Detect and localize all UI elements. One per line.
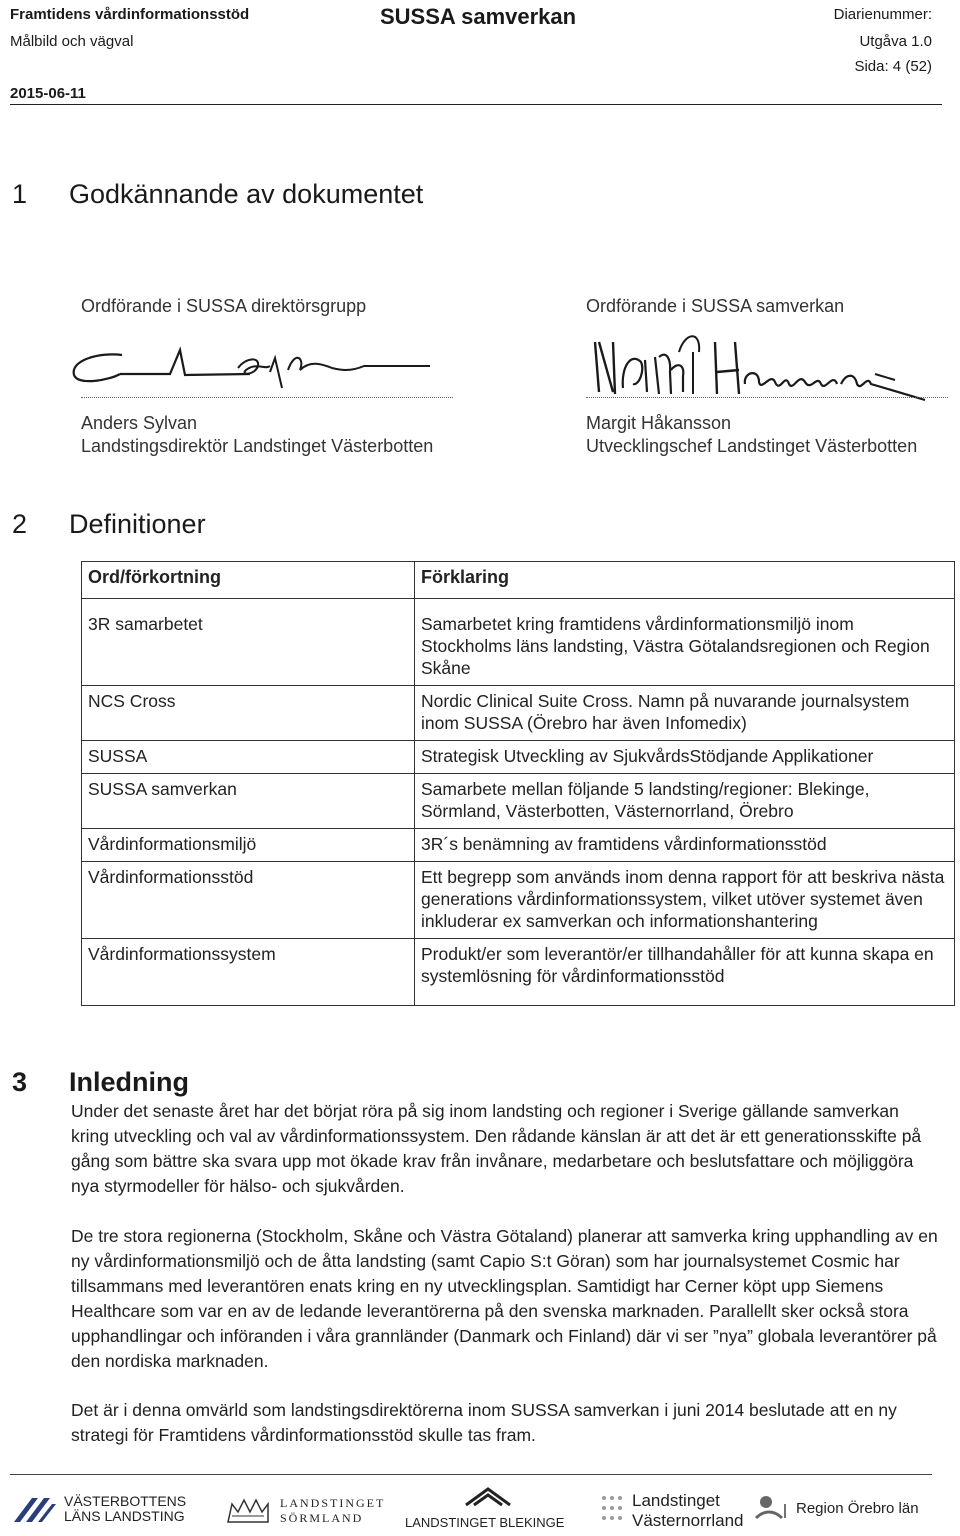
- vasterbotten-line2: LÄNS LANDSTING: [64, 1508, 185, 1524]
- vasternorrland-line1: Landstinget: [632, 1491, 720, 1510]
- header-title: SUSSA samverkan: [380, 4, 577, 29]
- header-subtitle: Målbild och vägval: [10, 33, 134, 50]
- table-row: [82, 862, 955, 939]
- right-signer-role: Ordförande i SUSSA samverkan: [586, 296, 845, 316]
- column-header-explanation: Förklaring: [415, 562, 955, 599]
- term-cell: Vårdinformationsstöd: [82, 862, 415, 939]
- orebro-logo-icon: [752, 1492, 788, 1526]
- right-signer-name: Margit Håkansson: [586, 413, 732, 433]
- vasternorrland-line2: Västernorrland: [632, 1511, 744, 1530]
- left-signer-role: Ordförande i SUSSA direktörsgrupp: [81, 296, 367, 316]
- section1-number: 1: [12, 179, 28, 209]
- orebro-label: Region Örebro län: [796, 1500, 919, 1517]
- table-row: [82, 829, 955, 862]
- table-row: [82, 741, 955, 774]
- footer-rule: [10, 1474, 932, 1475]
- definition-cell: Samarbete mellan följande 5 landsting/regioner: Blekinge, Sörmland, Västerbotten, Västernorrland, Örebro: [415, 774, 955, 829]
- sormland-line1: LANDSTINGET: [280, 1496, 386, 1510]
- vasternorrland-logo-icon: [596, 1490, 626, 1526]
- right-signature-line: [586, 397, 948, 398]
- blekinge-label: LANDSTINGET BLEKINGE: [405, 1515, 565, 1530]
- header-page: Sida: 4 (52): [854, 58, 932, 75]
- left-signature-line: [81, 397, 453, 398]
- header-rule: [10, 104, 942, 105]
- definition-cell: Produkt/er som leverantör/er tillhandahåller för att kunna skapa en systemlösning för vårdinformationsstöd: [415, 939, 955, 1006]
- definition-cell: Nordic Clinical Suite Cross. Namn på nuvarande journalsystem inom SUSSA (Örebro har även Infomedix): [415, 686, 955, 741]
- intro-paragraph-2: De tre stora regionerna (Stockholm, Skåne och Västra Götaland) planerar att samverka kring upphandling av en ny vårdinformationsmiljö och de åtta landsting (samt Capio S:t Göran) som har journalsystemet Cosmic har tillsammans med leverantören enats kring en ny utvecklingsplan. Samtidigt har Cerner köpt upp Siemens Healthcare som var en av de ledande leverantörerna på den svenska marknaden. Parallellt sker också stora upphandlingar och införanden i våra grannländer (Danmark och Finland) där vi ser ”nya” globala leverantörer på den nordiska marknaden.: [71, 1226, 938, 1371]
- vasterbotten-logo-icon: [12, 1492, 58, 1526]
- table-row: [82, 686, 955, 741]
- term-cell: Vårdinformationssystem: [82, 939, 415, 1006]
- term-cell: SUSSA: [82, 741, 415, 774]
- section2-number: 2: [12, 509, 28, 539]
- left-signature: [60, 330, 460, 400]
- header-diarienummer: Diarienummer:: [833, 6, 932, 23]
- column-header-term: Ord/förkortning: [82, 562, 415, 599]
- right-signer-title: Utvecklingschef Landstinget Västerbotten: [586, 436, 918, 456]
- header-date: 2015-06-11: [10, 85, 86, 102]
- intro-paragraph-1: Under det senaste året har det börjat röra på sig inom landsting och regioner i Sverige gällande samverkan kring utveckling och val av vårdinformationssystem. Den rådande känslan är att det är ett generationsskifte på gång som bättre ska svara upp mot ökade krav från invånare, medarbetare och beslutsfattare och möjliggöra nya styrmodeller för hälso- och sjukvården.: [71, 1101, 922, 1196]
- header-utgava: Utgåva 1.0: [859, 33, 932, 50]
- term-cell: SUSSA samverkan: [82, 774, 415, 829]
- definition-cell: Ett begrepp som används inom denna rapport för att beskriva nästa generations vårdinformationssystem, vilket utöver systemet även inkluderar ex samverkan och informationshantering: [415, 862, 955, 939]
- vasterbotten-line1: VÄSTERBOTTENS: [64, 1493, 187, 1509]
- table-row: [82, 599, 955, 686]
- table-header-row: [82, 562, 955, 599]
- section2-heading: Definitioner: [69, 509, 206, 539]
- term-cell: Vårdinformationsmiljö: [82, 829, 415, 862]
- sormland-line2: SÖRMLAND: [280, 1511, 364, 1525]
- table-row: [82, 939, 955, 1006]
- term-cell: 3R samarbetet: [82, 599, 415, 686]
- table-row: [82, 774, 955, 829]
- left-signer-name: Anders Sylvan: [81, 413, 198, 433]
- header-org: Framtidens vårdinformationsstöd: [10, 6, 250, 23]
- definitions-table: [81, 561, 955, 1006]
- blekinge-crest-icon: [460, 1485, 516, 1509]
- intro-paragraph-3: Det är i denna omvärld som landstingsdirektörerna inom SUSSA samverkan i juni 2014 beslutade att en ny strategi för Framtidens vårdinformationsstöd skulle tas fram.: [71, 1400, 897, 1445]
- definition-cell: 3R´s benämning av framtidens vårdinformationsstöd: [415, 829, 955, 862]
- sormland-crest-icon: [224, 1494, 272, 1526]
- definition-cell: Strategisk Utveckling av SjukvårdsStödjande Applikationer: [415, 741, 955, 774]
- term-cell: NCS Cross: [82, 686, 415, 741]
- section3-heading: Inledning: [69, 1067, 189, 1097]
- left-signer-title: Landstingsdirektör Landstinget Västerbotten: [81, 436, 434, 456]
- section1-heading: Godkännande av dokumentet: [69, 179, 424, 209]
- section3-number: 3: [12, 1067, 28, 1097]
- definition-cell: Samarbetet kring framtidens vårdinformationsmiljö inom Stockholms läns landsting, Västra Götalandsregionen och Region Skåne: [415, 599, 955, 686]
